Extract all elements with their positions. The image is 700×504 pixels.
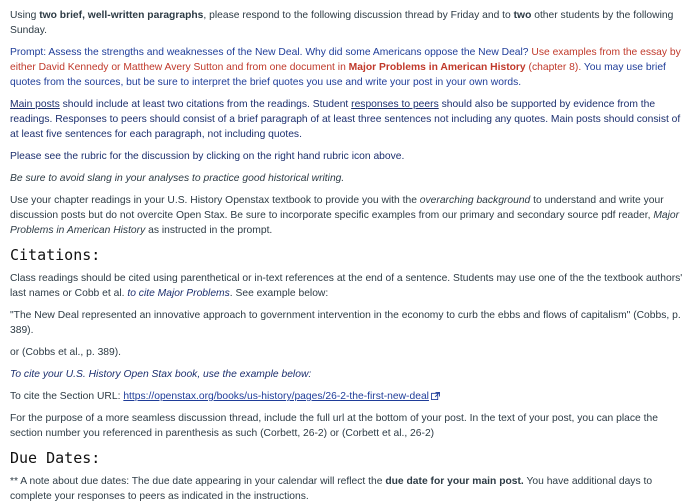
quote-example: "The New Deal represented an innovative approach to government intervention in the economy to curb the ebbs and flows of capitalism" (Cobbs, p. 389).: [10, 310, 681, 336]
or-example: or (Cobbs et al., p. 389).: [10, 347, 122, 358]
class-readings-paragraph: Class readings should be cited using parenthetical or in-text references at the end of a sentence. Students may use one of the the textbook authors' last names or Cobb et al. to cite Major Problems. See example below:: [10, 273, 683, 299]
openstax-note: To cite your U.S. History Open Stax book, use the example below:: [10, 369, 312, 380]
prompt-paragraph: Prompt: Assess the strengths and weaknesses of the New Deal. Why did some Americans oppose the New Deal? Use examples from the essay by either David Kennedy or Matthew Avery Sutton and from one document in Major Problems in American History (chapter 8). You may use brief quotes from the sources, but be sure to interpret the brief quotes you use and write your post in your own words.: [10, 47, 681, 88]
openstax-section-link[interactable]: https://openstax.org/books/us-history/pages/26-2-the-first-new-deal: [123, 391, 429, 402]
posts-requirements: Main posts should include at least two citations from the readings. Student responses to peers should also be supported by evidence from the readings. Responses to peers should consist of a brief paragraph of at least three sentences not including any quotes. Main posts should consist of at least five sentences for each paragraph, not including quotes.: [10, 99, 681, 140]
citations-heading: Citations:: [10, 246, 101, 264]
rubric-note: Please see the rubric for the discussion by clicking on the right hand rubric icon above.: [10, 151, 405, 162]
external-link-icon[interactable]: [431, 392, 440, 400]
due-note: ** A note about due dates: The due date appearing in your calendar will reflect the due date for your main post. You have additional days to complete your responses to peers as indicated in the instructions.: [10, 476, 653, 502]
section-url-line: To cite the Section URL: https://openstax.org/books/us-history/pages/26-2-the-first-new-deal: [10, 389, 690, 404]
intro-paragraph: Using two brief, well-written paragraphs, please respond to the following discussion thread by Friday and to two other students by the following Sunday.: [10, 10, 674, 36]
due-dates-heading: Due Dates:: [10, 449, 101, 467]
seamless-note: For the purpose of a more seamless discussion thread, include the full url at the bottom of your post. In the text of your post, you can place the section number you referenced in parenthesis as such (Corbett, 26-2) or (Corbett et al., 26-2): [10, 413, 658, 439]
slang-note: Be sure to avoid slang in your analyses to practice good historical writing.: [10, 173, 345, 184]
readings-paragraph: Use your chapter readings in your U.S. History Openstax textbook to provide you with the overarching background to understand and write your discussion posts but do not overcite Open Stax. Be sure to incorporate specific examples from our primary and secondary source pdf reader, Major Problems in American History as instructed in the prompt.: [10, 195, 680, 236]
